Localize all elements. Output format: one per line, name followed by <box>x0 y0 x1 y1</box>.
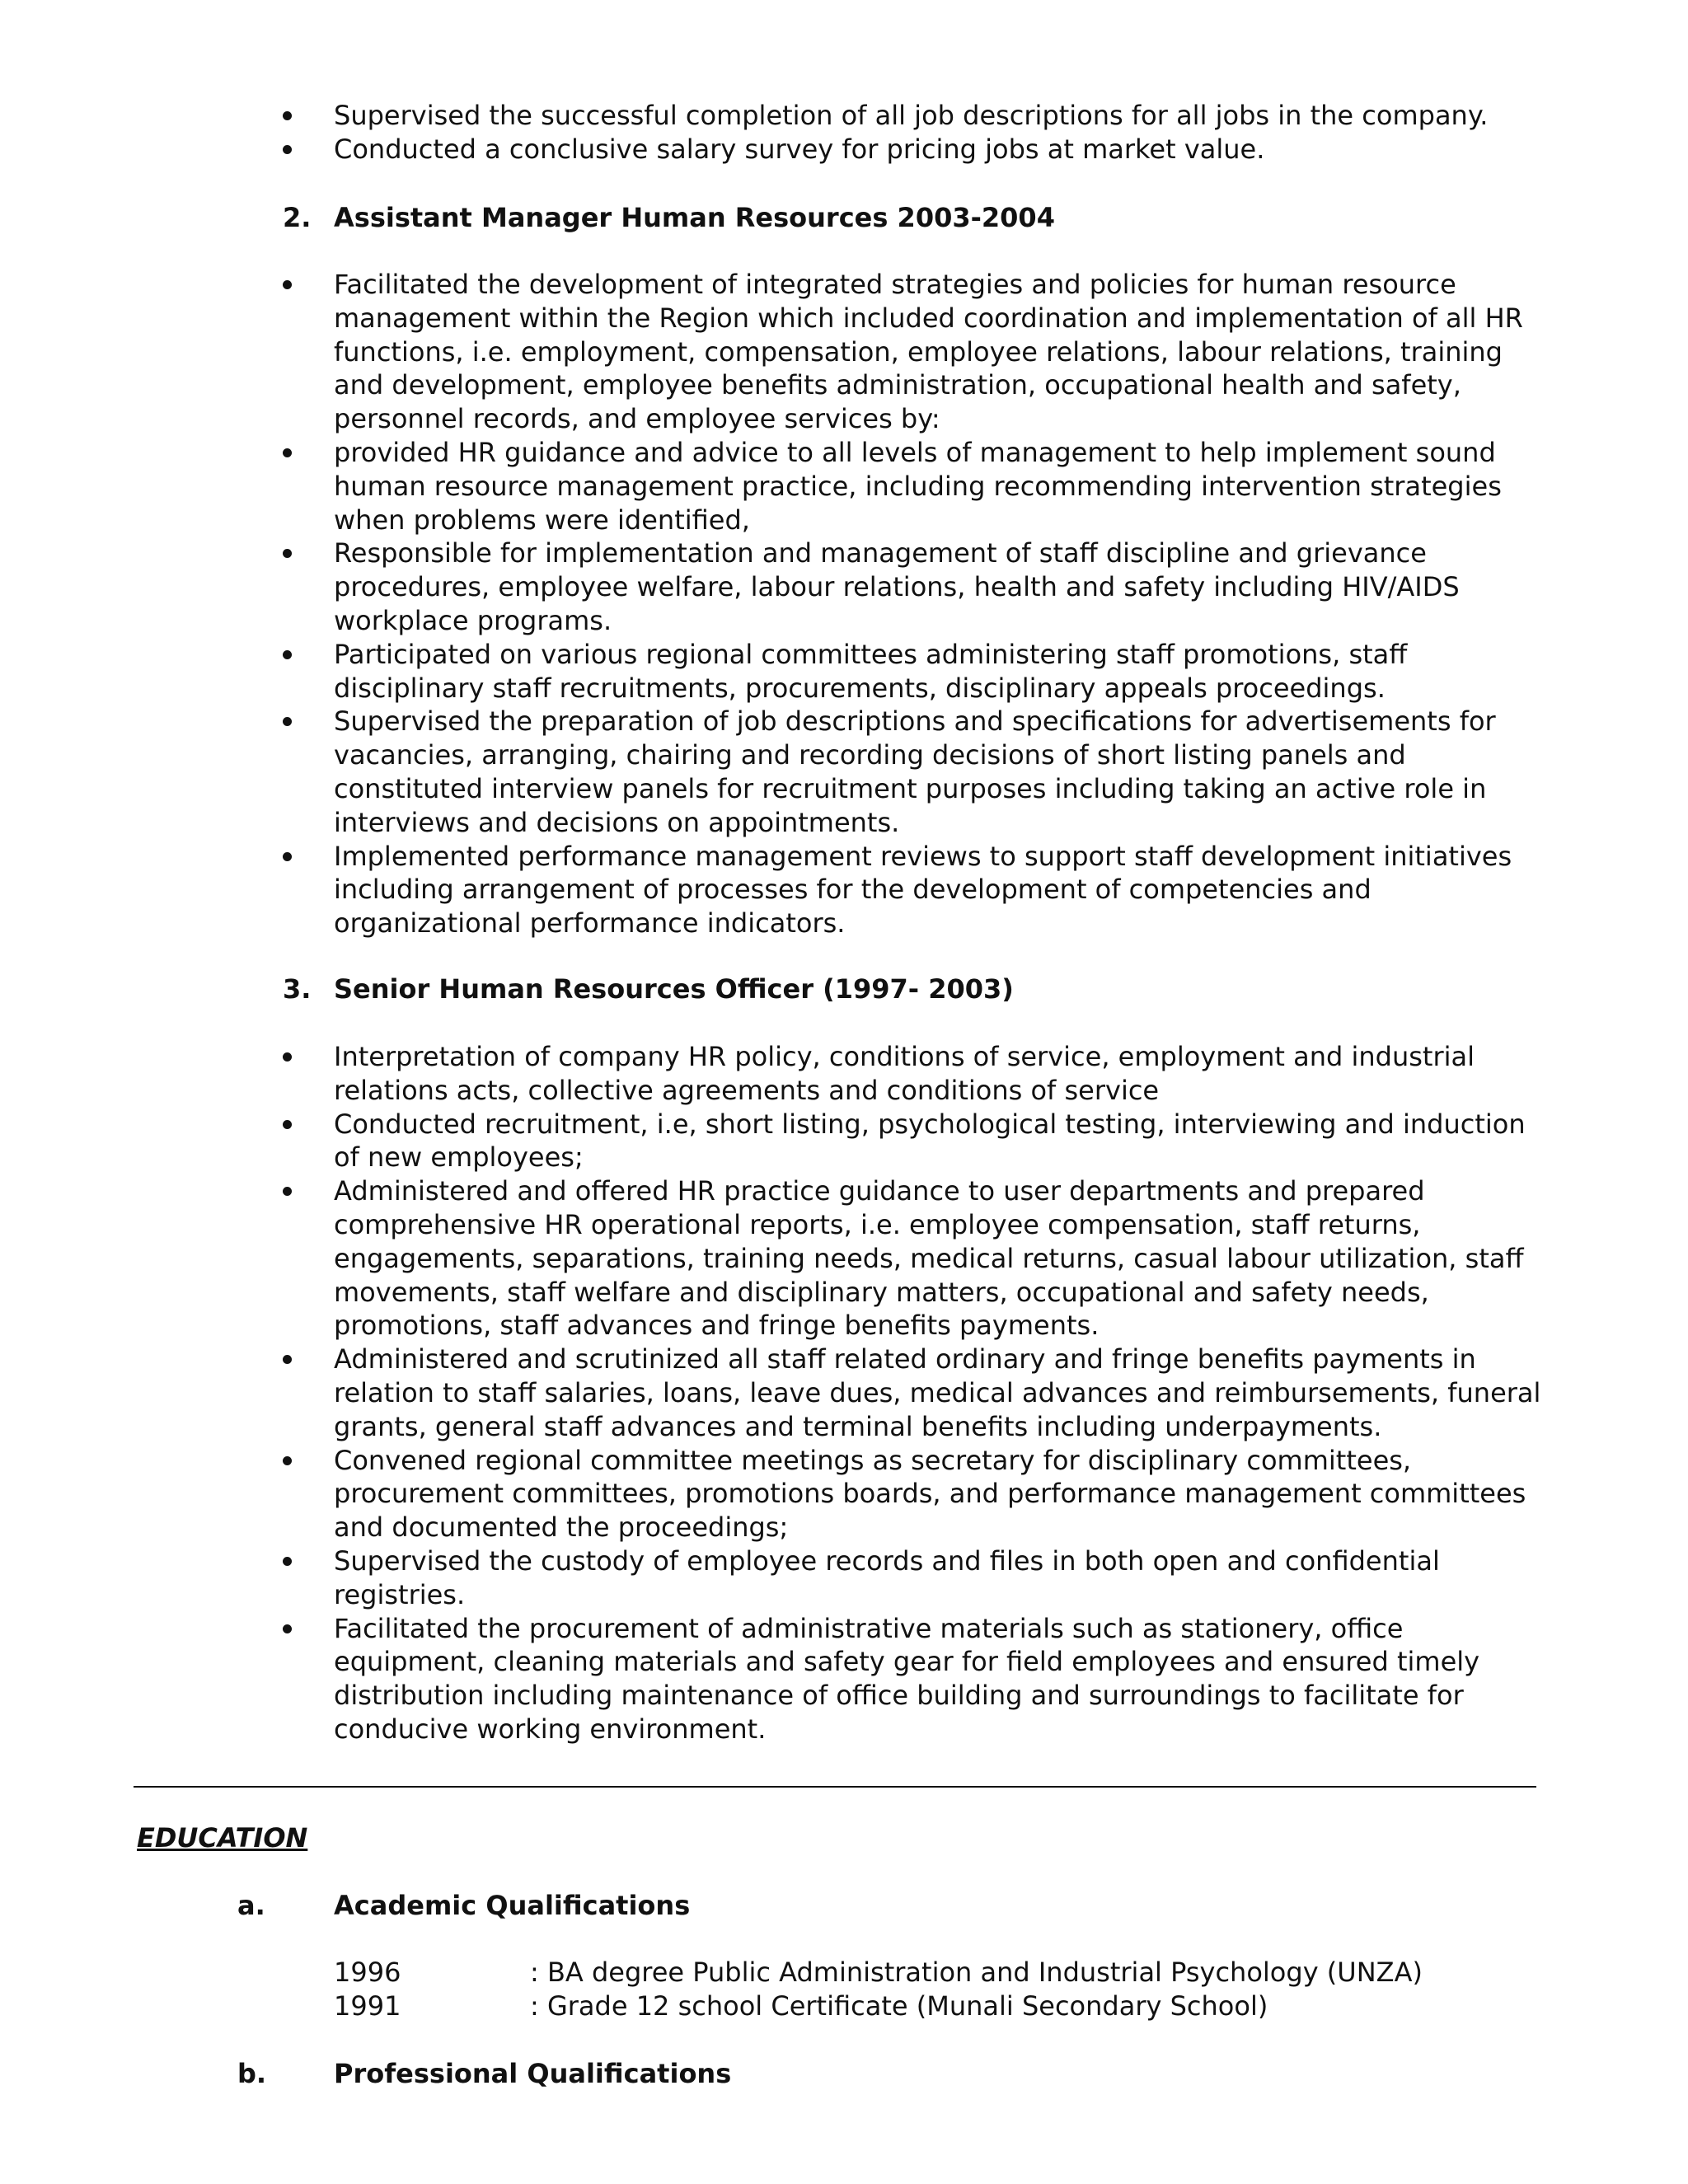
bullet-icon <box>283 448 292 457</box>
list-item: Convened regional committee meetings as secretary for disciplinary committees, procurement committees, promotions boards, and performance management committees and documented the proceedings; <box>0 1444 1688 1544</box>
list-item: Conducted recruitment, i.e, short listing, psychological testing, interviewing and induction of new employees; <box>0 1108 1688 1175</box>
bullet-list <box>0 99 1688 166</box>
section-divider <box>134 1786 1536 1788</box>
bullet-icon <box>283 145 292 154</box>
qualification-description: : BA degree Public Administration and Industrial Psychology (UNZA) <box>530 1957 1423 1988</box>
bullet-icon <box>283 1355 292 1364</box>
section1-tail <box>0 99 1688 166</box>
qualification-description: : Grade 12 school Certificate (Munali Secondary School) <box>530 1990 1268 2022</box>
list-item: Interpretation of company HR policy, conditions of service, employment and industrial relations acts, collective agreements and conditions of service <box>0 1040 1688 1108</box>
bullet-list <box>0 268 1688 940</box>
bullet-icon <box>283 1557 292 1566</box>
list-item: provided HR guidance and advice to all levels of management to help implement sound human resource management practice, including recommending intervention strategies when problems were identified, <box>0 436 1688 537</box>
list-item: Administered and offered HR practice guidance to user departments and prepared comprehensive HR operational reports, i.e. employee compensation, staff returns, engagements, separations, training needs, medical returns, casual labour utilization, staff movements, staff welfare and disciplinary matters, occupational and safety needs, promotions, staff advances and fringe benefits payments. <box>0 1174 1688 1343</box>
education-heading: EDUCATION <box>137 1822 308 1854</box>
list-item: Facilitated the development of integrated strategies and policies for human resource management within the Region which included coordination and implementation of all HR functions, i.e. employment, compensation, employee relations, labour relations, training and development, employee benefits administration, occupational health and safety, personnel records, and employee services by: <box>0 268 1688 436</box>
section2-list <box>0 268 1688 940</box>
bullet-icon <box>283 1456 292 1465</box>
list-item: Administered and scrutinized all staff related ordinary and fringe benefits payments in relation to staff salaries, loans, leave dues, medical advances and reimbursements, funeral grants, general staff advances and terminal benefits including underpayments. <box>0 1343 1688 1443</box>
bullet-icon <box>283 549 292 558</box>
bullet-icon <box>283 650 292 659</box>
bullet-icon <box>283 111 292 120</box>
section3-list <box>0 1040 1688 1746</box>
bullet-icon <box>283 1624 292 1633</box>
list-item: Facilitated the procurement of administrative materials such as stationery, office equipment, cleaning materials and safety gear for field employees and ensured timely distribution including maintenance of office building and surroundings to facilitate for conducive working environment. <box>0 1612 1688 1746</box>
bullet-list <box>0 1040 1688 1746</box>
bullet-icon <box>283 1187 292 1196</box>
list-item: Responsible for implementation and management of staff discipline and grievance procedures, employee welfare, labour relations, health and safety including HIV/AIDS workplace programs. <box>0 537 1688 637</box>
list-item: Supervised the successful completion of all job descriptions for all jobs in the company. <box>0 99 1688 133</box>
bullet-icon <box>283 1052 292 1062</box>
list-item: Implemented performance management reviews to support staff development initiatives including arrangement of processes for the development of competencies and organizational performance indicators. <box>0 840 1688 940</box>
bullet-icon <box>283 1120 292 1129</box>
list-item: Participated on various regional committees administering staff promotions, staff disciplinary staff recruitments, procurements, disciplinary appeals proceedings. <box>0 638 1688 705</box>
bullet-icon <box>283 717 292 726</box>
list-item: Supervised the custody of employee records and files in both open and confidential registries. <box>0 1544 1688 1612</box>
list-item: Conducted a conclusive salary survey for pricing jobs at market value. <box>0 133 1688 166</box>
bullet-icon <box>283 852 292 861</box>
qualification-year: 1996 <box>334 1957 401 1988</box>
list-item: Supervised the preparation of job descriptions and specifications for advertisements for vacancies, arranging, chairing and recording decisions of short listing panels and constituted interview panels for recruitment purposes including taking an active role in interviews and decisions on appointments. <box>0 705 1688 839</box>
qualification-year: 1991 <box>334 1990 401 2022</box>
bullet-icon <box>283 280 292 289</box>
